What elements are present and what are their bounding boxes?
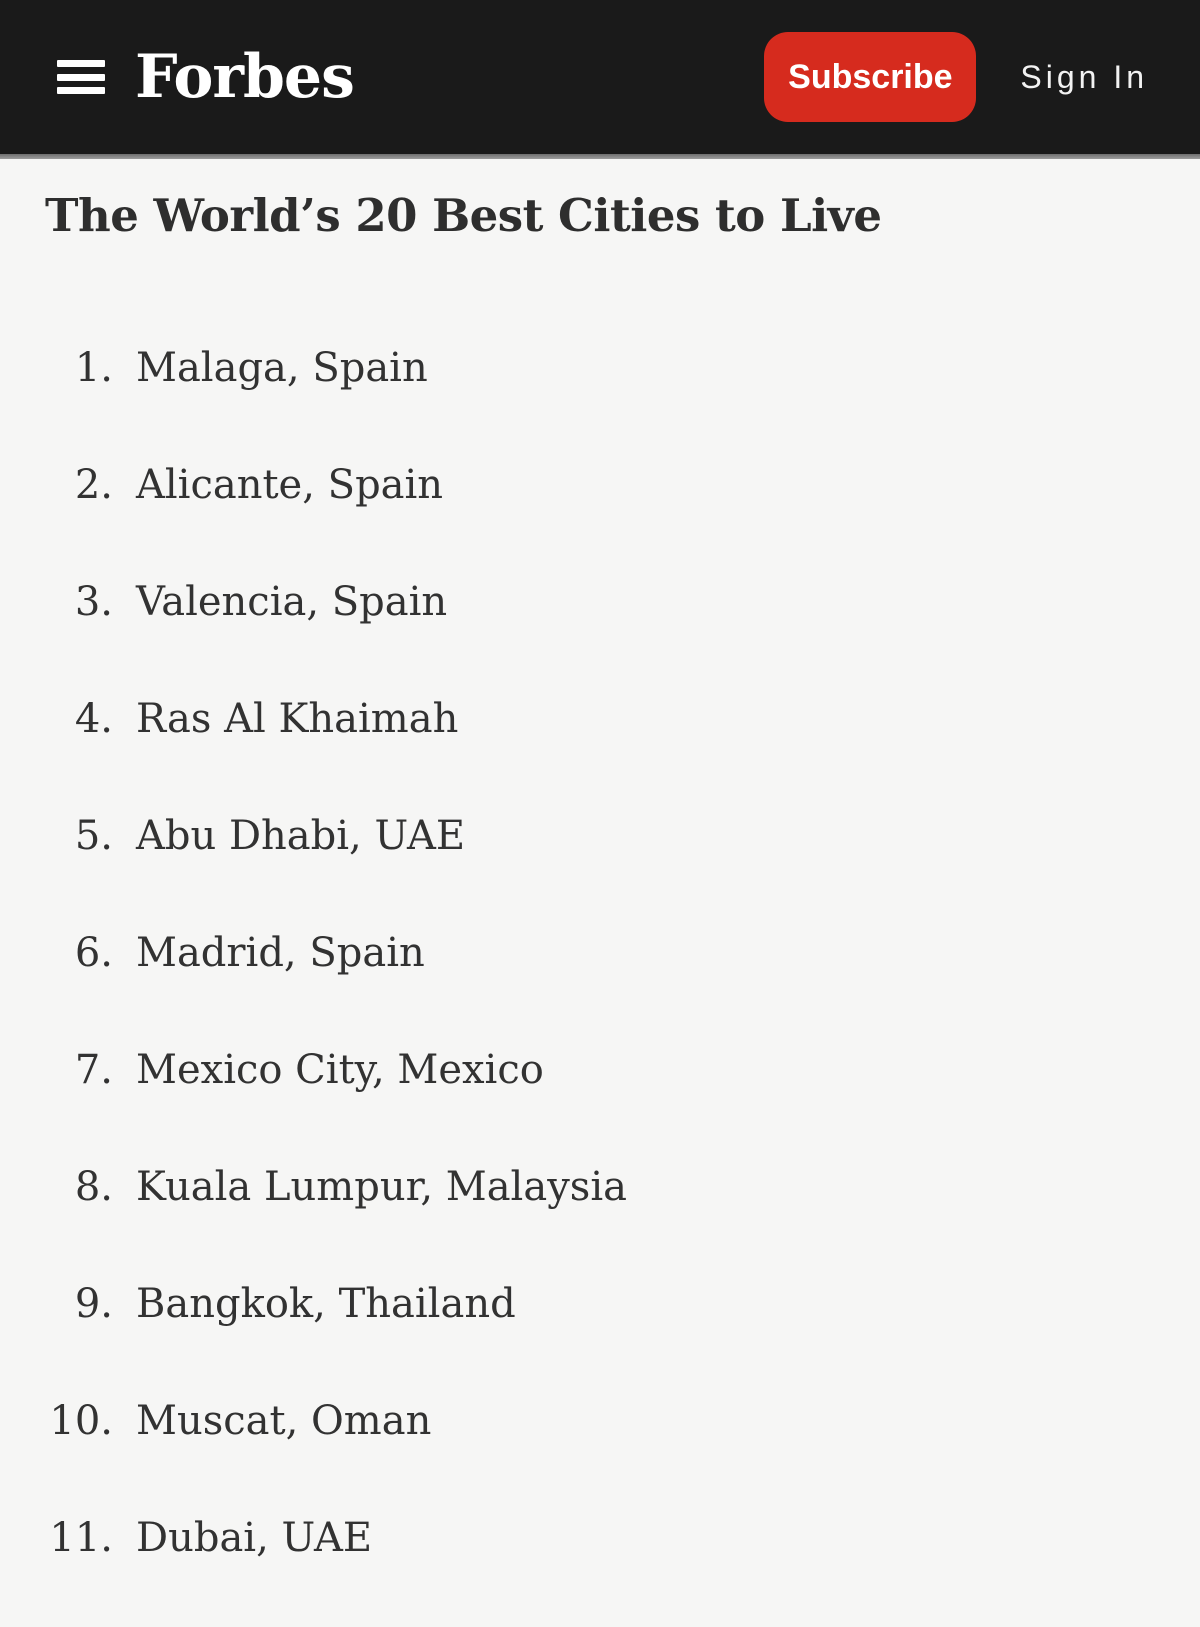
list-item-rank: 9. [74, 1281, 113, 1327]
list-item-city: Alicante, Spain [136, 462, 444, 508]
subscribe-button[interactable]: Subscribe [764, 32, 976, 122]
site-header [0, 0, 1200, 154]
sign-in-link[interactable]: Sign In [1020, 58, 1148, 95]
list-item-rank: 5. [74, 813, 113, 859]
list-item [45, 1043, 1160, 1098]
list-item-rank: 4. [74, 696, 113, 742]
list-item [45, 1277, 1160, 1332]
city-list [45, 341, 1160, 1566]
list-item [45, 809, 1160, 864]
list-item [45, 1511, 1160, 1566]
page-title: The World’s 20 Best Cities to Live [45, 189, 882, 242]
list-item-rank: 2. [74, 462, 113, 508]
list-item [45, 1160, 1160, 1215]
list-item [45, 692, 1160, 747]
list-item [45, 926, 1160, 981]
list-item [45, 575, 1160, 630]
article-body [0, 159, 1200, 1566]
list-item-rank: 10. [49, 1398, 113, 1444]
hamburger-bar [57, 87, 105, 94]
forbes-logo[interactable]: Forbes [135, 42, 354, 112]
list-item-rank: 6. [74, 930, 113, 976]
list-item-rank: 7. [74, 1047, 113, 1093]
list-item [45, 341, 1160, 396]
list-item-city: Valencia, Spain [136, 579, 448, 625]
list-item-city: Muscat, Oman [136, 1398, 432, 1444]
list-item [45, 458, 1160, 513]
list-item [45, 1394, 1160, 1449]
list-item-rank: 11. [49, 1515, 113, 1561]
list-item-rank: 8. [74, 1164, 113, 1210]
hamburger-bar [57, 74, 105, 81]
hamburger-menu-icon[interactable] [57, 60, 105, 94]
list-item-city: Mexico City, Mexico [136, 1047, 544, 1093]
list-item-city: Abu Dhabi, UAE [136, 813, 466, 859]
list-item-city: Ras Al Khaimah [136, 696, 459, 742]
list-item-city: Dubai, UAE [136, 1515, 373, 1561]
list-item-city: Kuala Lumpur, Malaysia [136, 1164, 627, 1210]
list-item-rank: 3. [74, 579, 113, 625]
list-item-rank: 1. [74, 345, 113, 391]
hamburger-bar [57, 60, 105, 67]
list-item-city: Bangkok, Thailand [136, 1281, 516, 1327]
list-item-city: Madrid, Spain [136, 930, 425, 976]
list-item-city: Malaga, Spain [136, 345, 428, 391]
